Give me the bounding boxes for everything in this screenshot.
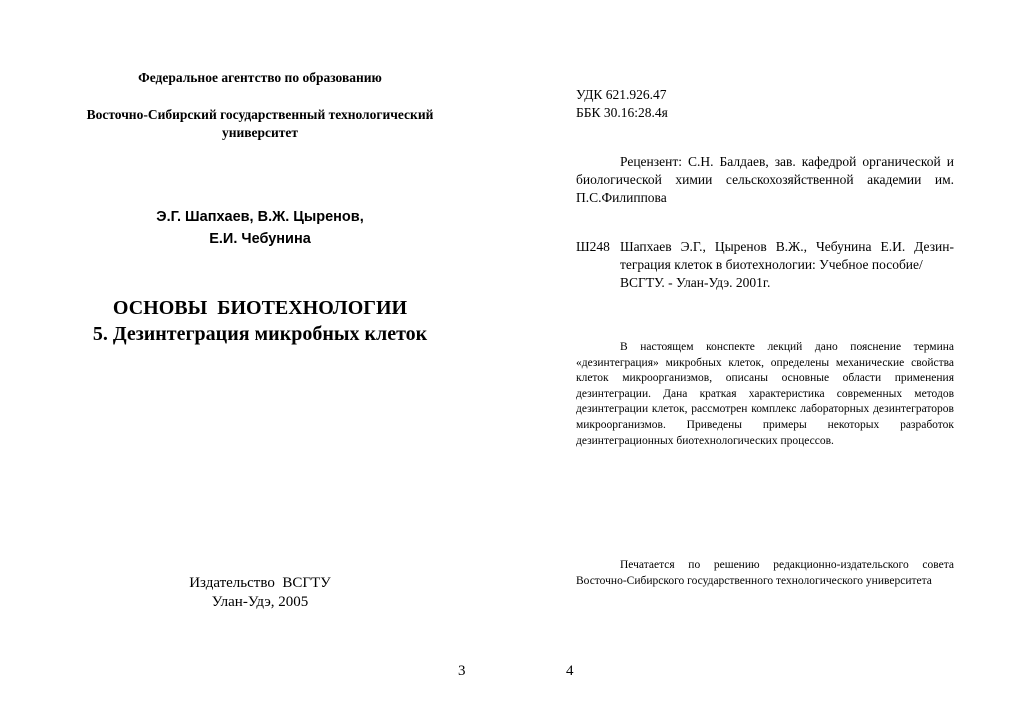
biblio-first-line: Шапхаев Э.Г., Цыренов В.Ж., Чебунина Е.И. Дезин- [620, 239, 954, 254]
imprint-text [576, 558, 954, 589]
abstract-body: В настоящем конспекте лекций дано пояснение термина «дезинтеграция» микробных клеток, определены механические свойства клеток микроорганизмов, описаны основные области применения дезинтеграции. Дана краткая характеристика современных методов дезинтеграции клеток, рассмотрен комплекс лабораторных дезинтеграторов микроорганизмов. Приведены примеры некоторых разработок дезинтеграционных биотехнологических процессов. [576, 341, 954, 447]
classification-codes [576, 86, 668, 122]
page-number-left: 3 [458, 663, 466, 679]
reviewer-body: Рецензент: С.Н. Балдаев, зав. кафедрой органической и биологической химии сельскохозяйственной академии им. П.С.Филиппова [576, 154, 954, 205]
publisher-block [40, 574, 480, 612]
university-name [40, 106, 480, 142]
city-year: Улан-Удэ, 2005 [211, 594, 309, 610]
university-line-1: Восточно-Сибирский государственный технологический [86, 107, 434, 122]
imprint-body: Печатается по решению редакционно-издательского совета Восточно-Сибирского государственного технологического университета [576, 559, 954, 587]
university-line-2: университет [221, 125, 299, 140]
reviewer-text [576, 153, 954, 207]
book-title-line-2: 5. Дезинтеграция микробных клеток [92, 323, 428, 345]
biblio-rest: теграция клеток в биотехнологии: Учебное пособие/ ВСГТУ. - Улан-Удэ. 2001г. [620, 257, 923, 290]
authors-line-2: Е.И. Чебунина [209, 231, 311, 247]
page-number-right: 4 [566, 663, 574, 679]
publisher-name: Издательство ВСГТУ [189, 575, 331, 591]
book-title-line-1: ОСНОВЫ БИОТЕХНОЛОГИИ [112, 297, 408, 319]
bbk-code: ББК 30.16:28.4я [576, 105, 668, 120]
agency-name: Федеральное агентство по образованию [138, 70, 382, 85]
authors-line-1: Э.Г. Шапхаев, В.Ж. Цыренов, [156, 209, 364, 225]
book-title [40, 295, 480, 347]
bibliographic-entry [576, 238, 954, 292]
authors [40, 206, 480, 250]
biblio-code: Ш248 [576, 239, 610, 254]
abstract-text [576, 340, 954, 449]
udk-code: УДК 621.926.47 [576, 87, 667, 102]
right-page [512, 0, 1024, 724]
